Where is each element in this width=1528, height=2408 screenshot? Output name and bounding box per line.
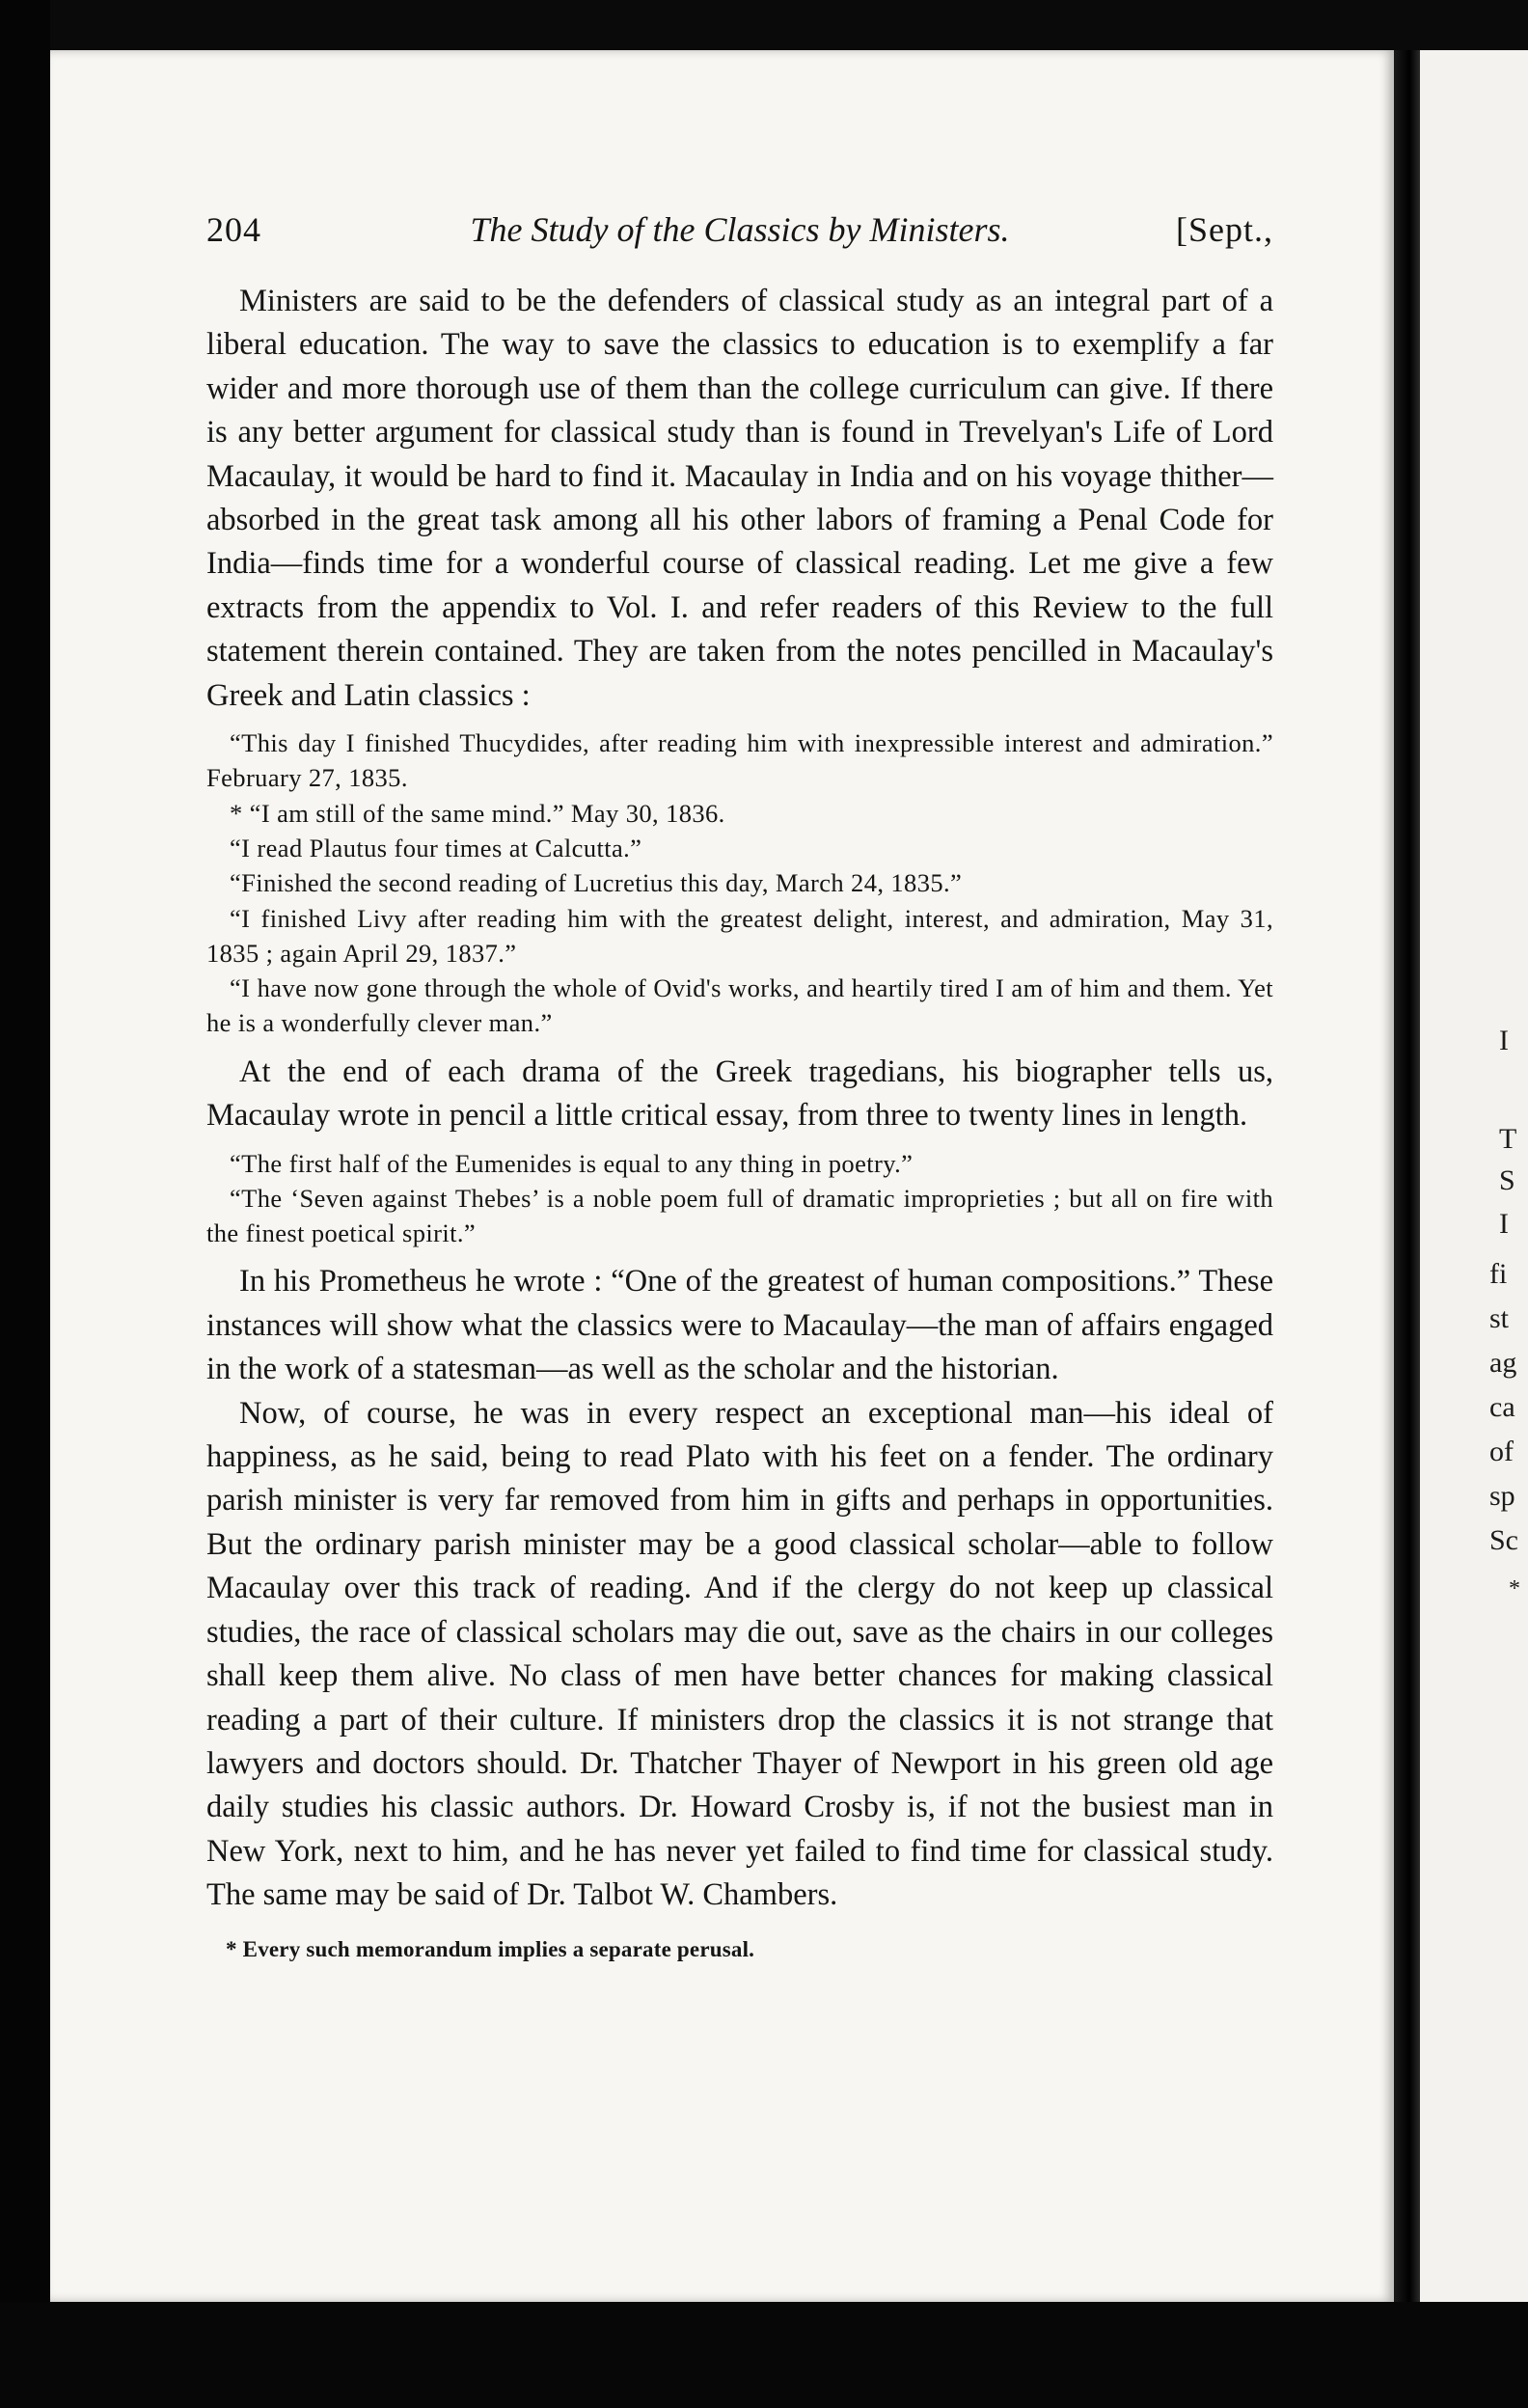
quotation: “I have now gone through the whole of Ovid's works, and heartily tired I am of him and them. Yet he is a wonderfully clever man.”: [206, 973, 1273, 1038]
scan-border-left: [0, 0, 50, 2408]
body-paragraph: In his Prometheus he wrote : “One of the greatest of human compositions.” These instances will show what the classics were to Macaulay—the man of affairs engaged in the work of a statesman—as well as the scholar and the historian.: [206, 1264, 1273, 1387]
facing-page-fragment: sp: [1489, 1480, 1515, 1512]
footnote: * Every such memorandum implies a separate perusal.: [226, 1936, 755, 1961]
scan-border-bottom: [0, 2302, 1528, 2408]
running-title: The Study of the Classics by Ministers.: [470, 210, 1010, 249]
facing-page-fragment: S: [1499, 1164, 1515, 1196]
facing-page-fragment: st: [1489, 1302, 1510, 1334]
quotation: * “I am still of the same mind.” May 30, 1836.: [230, 798, 725, 828]
scan-border-top: [0, 0, 1528, 50]
quotation-block: [206, 1146, 1273, 1251]
facing-page-fragment: fi: [1489, 1258, 1508, 1290]
quotation: “This day I finished Thucydides, after reading him with inexpressible interest and admiration.” February 27, 1835.: [206, 728, 1273, 793]
body-paragraph: Now, of course, he was in every respect an exceptional man—his ideal of happiness, as he said, being to read Plato with his feet on a fender. The ordinary parish minister is very far removed from him in gifts and perhaps in opportunities. But the ordinary parish minister may be a good classical scholar—able to follow Macaulay over this track of reading. And if the clergy do not keep up classical studies, the race of classical scholars may die out, save as the chairs in our colleges shall keep them alive. No class of men have better chances for making classical reading a part of their culture. If ministers drop the classics it is not strange that lawyers and doctors should. Dr. Thatcher Thayer of Newport in his green old age daily studies his classic authors. Dr. Howard Crosby is, if not the busiest man in New York, next to him, and he has never yet failed to find time for classical study. The same may be said of Dr. Talbot W. Chambers.: [206, 1395, 1273, 1913]
facing-page-fragment: T: [1499, 1123, 1517, 1155]
quotation: “I read Plautus four times at Calcutta.”: [230, 833, 642, 862]
quotation: “The ‘Seven against Thebes’ is a noble poem full of dramatic improprieties ; but all on fire with the finest poetical spirit.”: [206, 1183, 1273, 1248]
page-text-column: [206, 201, 1273, 1964]
quotation-block: [206, 725, 1273, 1041]
body-paragraph: At the end of each drama of the Greek tragedians, his biographer tells us, Macaulay wrote in pencil a little critical essay, from three to twenty lines in length.: [206, 1054, 1273, 1134]
page-number: 204: [206, 210, 261, 249]
facing-page-edge: [1420, 50, 1528, 2302]
facing-page-fragment: I: [1499, 1025, 1509, 1056]
facing-page-fragment: Sc: [1489, 1524, 1518, 1556]
quotation: “The first half of the Eumenides is equal to any thing in poetry.”: [230, 1148, 914, 1178]
facing-page-fragment: ag: [1489, 1347, 1517, 1379]
facing-page-fragment: I: [1499, 1208, 1509, 1240]
body-paragraph: Ministers are said to be the defenders of classical study as an integral part of a liberal education. The way to save the classics to education is to exemplify a far wider and more thorough use of them than the college curriculum can give. If there is any better argument for classical study than is found in Trevelyan's Life of Lord Macaulay, it would be hard to find it. Macaulay in India and on his voyage thither—absorbed in the great task among all his other labors of framing a Penal Code for India—finds time for a wonderful course of classical reading. Let me give a few extracts from the appendix to Vol. I. and refer readers of this Review to the full statement therein contained. They are taken from the notes pencilled in Macaulay's Greek and Latin classics :: [206, 284, 1273, 713]
running-head: [206, 201, 1273, 259]
book-gutter: [1394, 50, 1420, 2302]
quotation: “I finished Livy after reading him with the greatest delight, interest, and admiration, May 31, 1835 ; again April 29, 1837.”: [206, 903, 1273, 968]
facing-page-fragment: ca: [1489, 1391, 1515, 1423]
quotation: “Finished the second reading of Lucretius this day, March 24, 1835.”: [230, 868, 963, 898]
running-month: [Sept.,: [1176, 210, 1273, 249]
facing-page-fragment: *: [1509, 1576, 1520, 1601]
facing-page-fragment: of: [1489, 1436, 1514, 1467]
